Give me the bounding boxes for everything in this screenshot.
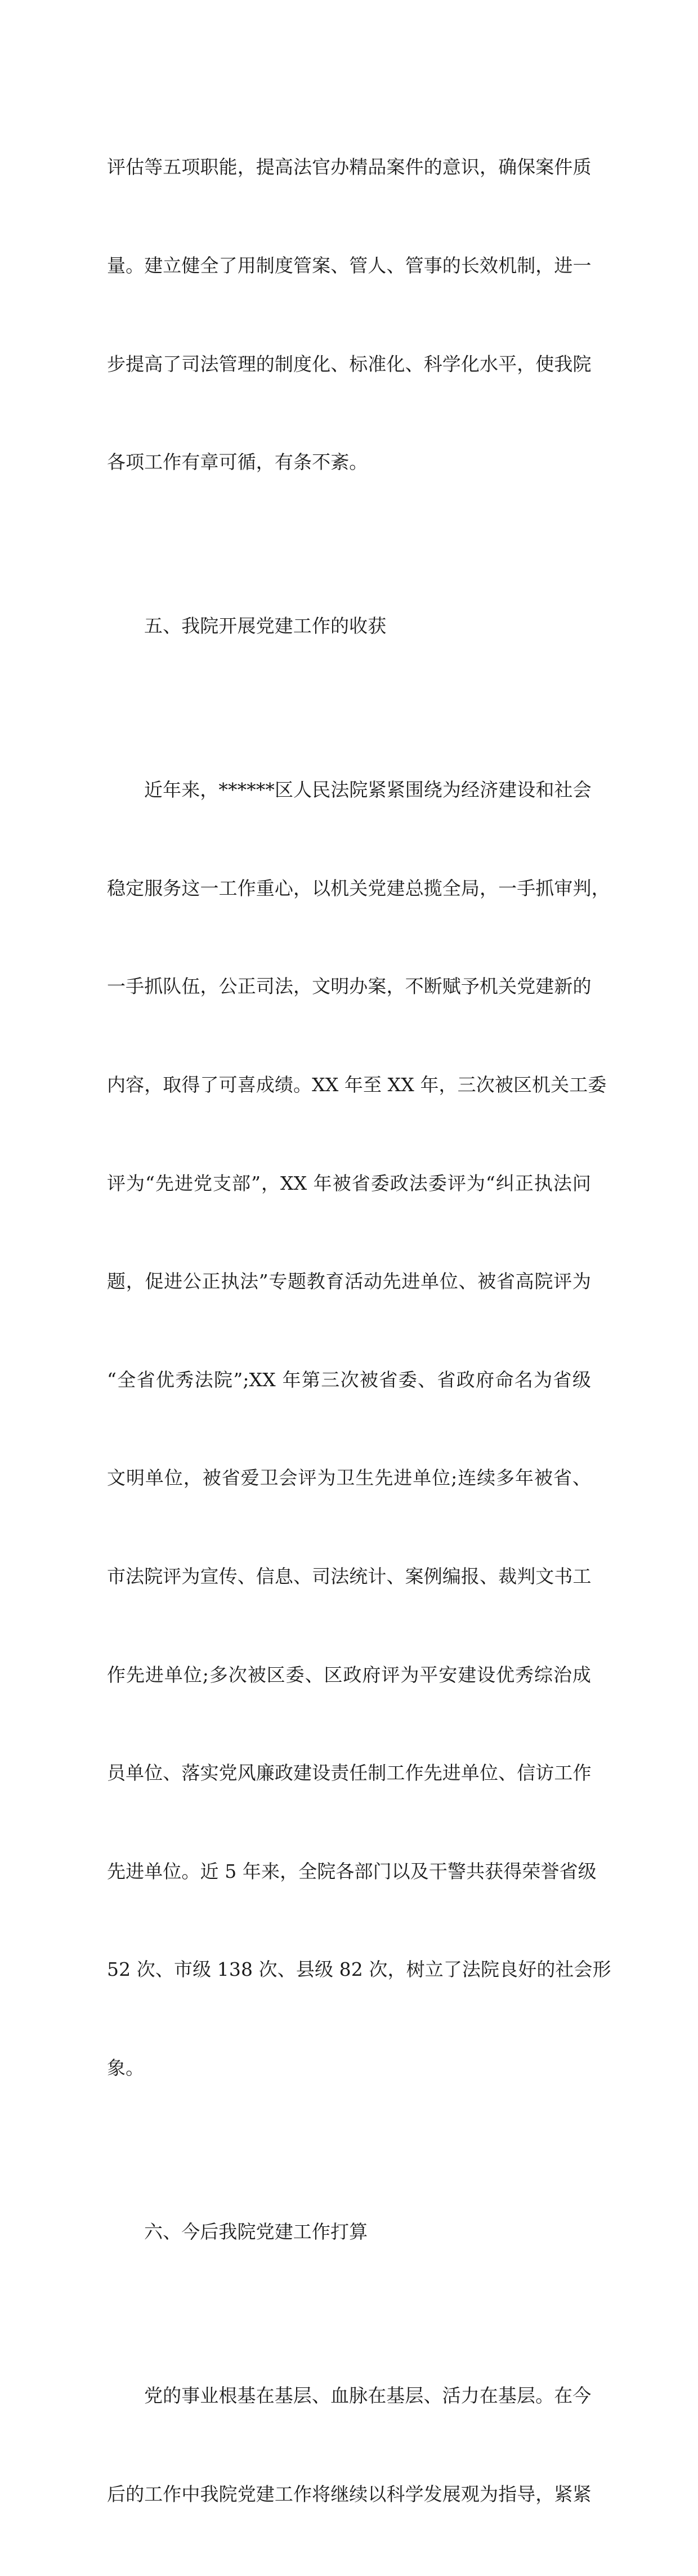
document-page (0, 0, 698, 987)
heading-text: 六、今后我院党建工作打算 (107, 2216, 591, 2248)
text-line: 作先进单位;多次被区委、区政府评为平安建设优秀综治成 (107, 1659, 591, 1691)
text-line: 步提高了司法管理的制度化、标准化、科学化水平，使我院 (107, 348, 591, 381)
text-line: 内容，取得了可喜成绩。XX 年至 XX 年，三次被区机关工委 (107, 1069, 591, 1101)
text-line: 近年来，******区人民法院紧紧围绕为经济建设和社会 (107, 774, 591, 806)
paragraph-achievements (107, 708, 591, 2150)
text-line: 稳定服务这一工作重心，以机关党建总揽全局，一手抓审判， (107, 872, 591, 905)
text-line: 量。建立健全了用制度管案、管人、管事的长效机制，进一 (107, 249, 591, 282)
text-line: 先进单位。近 5 年来，全院各部门以及干警共获得荣誉省级 (107, 1855, 591, 1888)
paragraph-continuation (107, 86, 591, 544)
text-line: 评估等五项职能，提高法官办精品案件的意识，确保案件质 (107, 151, 591, 184)
text-line: 52 次、市级 138 次、县级 82 次，树立了法院良好的社会形 (107, 1953, 591, 1986)
text-line: “全省优秀法院”;XX 年第三次被省委、省政府命名为省级 (107, 1364, 591, 1396)
paragraph-future-plan (107, 2314, 591, 2576)
text-line: 员单位、落实党风廉政建设责任制工作先进单位、信访工作 (107, 1757, 591, 1789)
section-heading-6 (107, 2150, 591, 2314)
text-line: 市法院评为宣传、信息、司法统计、案例编报、裁判文书工 (107, 1560, 591, 1593)
text-line: 一手抓队伍，公正司法，文明办案，不断赋予机关党建新的 (107, 970, 591, 1003)
text-line: 各项工作有章可循，有条不紊。 (107, 446, 591, 479)
text-line: 党的事业根基在基层、血脉在基层、活力在基层。在今 (107, 2379, 591, 2412)
text-line: 评为“先进党支部”，XX 年被省委政法委评为“纠正执法问 (107, 1167, 591, 1200)
text-line: 后的工作中我院党建工作将继续以科学发展观为指导，紧紧 (107, 2478, 591, 2511)
text-line: 文明单位，被省爱卫会评为卫生先进单位;连续多年被省、 (107, 1462, 591, 1494)
heading-text: 五、我院开展党建工作的收获 (107, 610, 591, 642)
text-line: 题，促进公正执法”专题教育活动先进单位、被省高院评为 (107, 1265, 591, 1298)
section-heading-5 (107, 544, 591, 708)
text-line: 象。 (107, 2052, 591, 2084)
